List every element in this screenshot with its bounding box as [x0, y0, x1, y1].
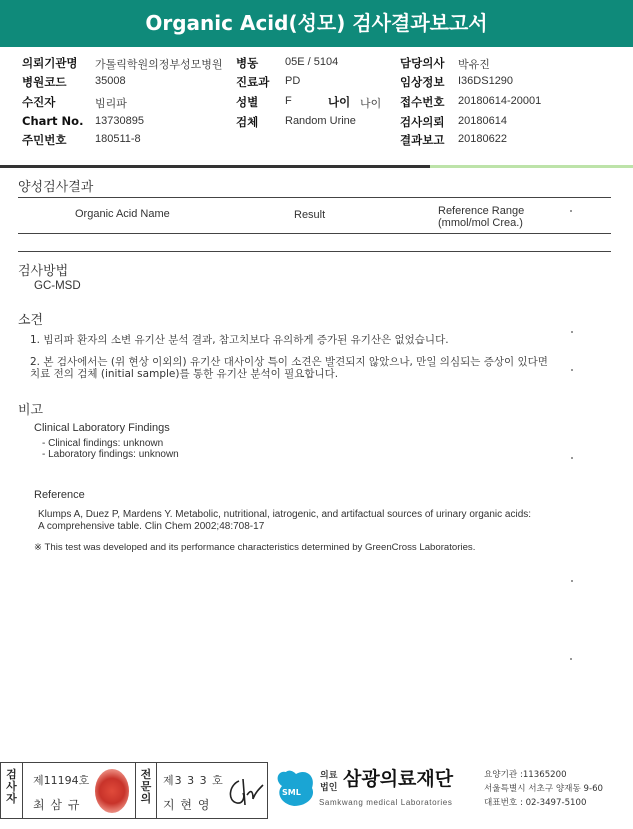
scan-speck [571, 331, 573, 333]
scan-speck [571, 457, 573, 459]
examiner-name: 최 삼 규 [33, 798, 81, 812]
org-name: 삼광의료재단 [343, 768, 454, 790]
finding-item-2-continued: 치료 전의 검체 (initial sample)를 통한 유기산 분석이 필요합니다. [30, 368, 339, 380]
label-department: 진료과 [236, 75, 270, 89]
org-prefix-line-2: 법인 [320, 783, 338, 793]
value-age: 나이 [360, 98, 382, 110]
patient-info [0, 52, 633, 162]
header-divider [0, 165, 633, 169]
signature-box [0, 762, 268, 819]
org-address: 서울특별시 서초구 양재동 9-60 [484, 784, 604, 794]
examiner-label [1, 763, 23, 818]
label-request-date: 검사의뢰 [400, 115, 445, 129]
scan-speck [571, 580, 573, 582]
label-specimen: 검체 [236, 115, 259, 129]
scan-speck [571, 369, 573, 371]
remarks-title: 비고 [18, 403, 44, 418]
value-sex: F [285, 95, 292, 107]
label-receipt-number: 접수번호 [400, 95, 445, 109]
value-request-date: 20180614 [458, 115, 507, 127]
value-report-date: 20180622 [458, 133, 507, 145]
label-ward: 병동 [236, 56, 259, 70]
method-title: 검사방법 [18, 264, 69, 279]
value-physician: 박유진 [458, 59, 490, 71]
org-phone: 대표번호 : 02-3497-5100 [484, 798, 587, 808]
finding-item-2: 2. 본 검사에서는 (위 현상 이외의) 유기산 대사이상 특이 소견은 발견되지 않았으나, 만일 의심되는 증상이 있다면 [30, 356, 548, 368]
findings-title: 소견 [18, 313, 44, 328]
column-result: Result [294, 209, 326, 221]
positive-results-title: 양성검사결과 [18, 180, 94, 195]
results-table-top-rule [18, 197, 611, 198]
laboratory-findings-item: - Laboratory findings: unknown [42, 449, 179, 460]
org-prefix-line-1: 의료 [320, 771, 338, 781]
clinical-findings-item: - Clinical findings: unknown [42, 438, 164, 449]
value-clinical-info: I36DS1290 [458, 75, 514, 87]
specialist-name: 지 현 영 [163, 798, 211, 812]
lab-note: ※ This test was developed and its performance characteristics determined by GreenCross Laboratories. [34, 542, 476, 553]
agency-code: 요양기관 :11365200 [484, 770, 567, 780]
label-chart-no: Chart No. [22, 114, 84, 128]
results-table-header-rule [18, 233, 611, 234]
label-hospital-code: 병원코드 [22, 75, 67, 89]
label-clinical-info: 임상정보 [400, 75, 445, 89]
logo-badge: SML [282, 788, 301, 797]
label-sex: 성별 [236, 95, 259, 109]
value-patient-name: 빔리파 [95, 98, 127, 110]
label-report-date: 결과보고 [400, 133, 445, 147]
scan-speck [570, 658, 572, 660]
label-patient-name: 수진자 [22, 95, 56, 109]
scan-speck [570, 210, 572, 212]
results-table-bottom-rule [18, 251, 611, 252]
report-title: Organic Acid(성모) 검사결과보고서 [0, 0, 633, 47]
column-organic-acid-name: Organic Acid Name [75, 208, 170, 220]
column-reference-unit: (mmol/mol Crea.) [438, 217, 523, 229]
label-requesting-institution: 의뢰기관명 [22, 56, 78, 70]
finding-item-1: 1. 빔리파 환자의 소변 유기산 분석 결과, 참고치보다 유의하게 증가된 유기산은 없었습니다. [30, 334, 449, 346]
specialist-signature-icon [223, 775, 265, 809]
specialist-license: 제3 3 3 호 [163, 774, 224, 787]
examiner-label-text: 검사자 [6, 768, 17, 805]
org-english-name: Samkwang medical Laboratories [319, 798, 453, 807]
examiner-seal-icon [95, 769, 129, 813]
label-age: 나이 [328, 95, 351, 109]
value-requesting-institution: 가톨릭학원의정부성모병원 [95, 59, 223, 71]
value-ward: 05E / 5104 [285, 56, 339, 68]
column-reference-range: Reference Range [438, 205, 525, 217]
examiner-license: 제11194호 [33, 774, 90, 787]
reference-line-2: A comprehensive table. Clin Chem 2002;48:708-17 [38, 521, 265, 532]
value-chart-no: 13730895 [95, 115, 144, 127]
value-hospital-code: 35008 [95, 75, 126, 87]
clinical-findings-title: Clinical Laboratory Findings [34, 422, 170, 434]
reference-title: Reference [34, 489, 85, 501]
method-value: GC-MSD [34, 280, 81, 292]
label-resident-number: 주민번호 [22, 133, 67, 147]
label-physician: 담당의사 [400, 56, 445, 70]
specialist-label-text: 전문의 [140, 768, 152, 805]
value-specimen: Random Urine [285, 115, 356, 127]
value-department: PD [285, 75, 301, 87]
report-footer [0, 760, 633, 829]
specialist-label [135, 763, 157, 818]
value-resident-number: 180511-8 [95, 133, 141, 145]
value-receipt-number: 20180614-20001 [458, 95, 542, 107]
reference-line-1: Klumps A, Duez P, Mardens Y. Metabolic, nutritional, iatrogenic, and artifactual sources of urinary organic acids: [38, 509, 532, 520]
